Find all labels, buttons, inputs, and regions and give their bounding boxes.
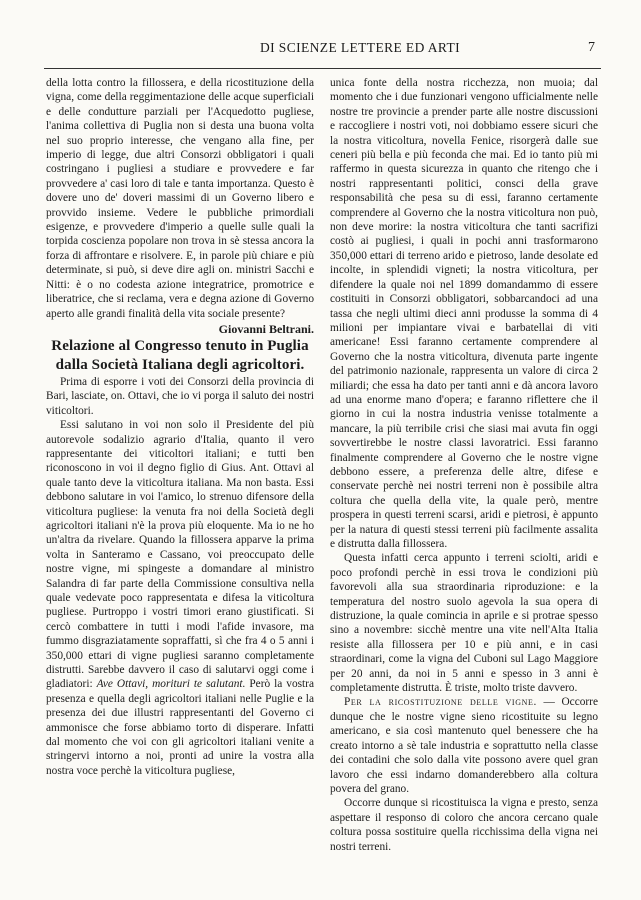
page-number: 7 xyxy=(588,40,595,55)
latin-quote: Ave Ottavi, morituri te salutant. xyxy=(96,678,246,691)
right-column xyxy=(330,76,598,854)
paragraph xyxy=(330,695,598,796)
left-column xyxy=(46,76,314,778)
paragraph: Occorre dunque si ricostituisca la vigna e presto, senza aspettare il responso di coloro che ancora cercano quale coltura possa sostituire quella ricchissima della vigna nei nostri terreni. xyxy=(330,797,598,853)
article-headline: Relazione al Congresso tenuto in Puglia dalla Società Italiana degli agricoltori. xyxy=(51,337,309,373)
paragraph: Questa infatti cerca appunto i terreni sciolti, aridi e poco profondi perchè in essi trova le condizioni più favorevoli alla sua straordinaria riproduzione: e la temperatura del nostro suolo agevola la sua opera di distruzione, la quale comincia in aprile e si protrae spesso sino a novembre: sicchè mentre una vite nell'Alta Italia resiste alla fillossera per 10 e più anni, e in casi straordinari, come la vigna del Cuboni sul Lago Maggiore per 20 anni, da noi in 5 anni e spesso in 3 anni è completamente distrutta. È triste, molto triste davvero. xyxy=(330,552,598,695)
section-lead: Per la ricostituzione delle vigne. xyxy=(344,696,537,709)
paragraph: Prima di esporre i voti dei Consorzi della provincia di Bari, lasciate, on. Ottavi, che io vi porga il saluto dei nostri viticoltori. xyxy=(46,375,314,417)
author-signature: Giovanni Beltrani. xyxy=(218,321,314,336)
running-header xyxy=(60,40,601,60)
paragraph-text: Essi salutano in voi non solo il Presidente del più autorevole sodalizio agrario d'Italia, quanto il vero rappresentante dei viticoltori italiani; e tutti ben riconoscono in voi il degno figlio di Gius. Ant. Ottavi al quale tanto deve la viticoltura italiana. Ma non basta. Essi debbono salutare in voi l'amico, lo strenuo difensore della viticoltura pugliese: la venuta fra noi della Società degli agricoltori italiani n'è la prova più eloquente. Ma io ne ho un'altra da rivelare. Quando la fillossera apparve la prima volta in Santeramo e Cassano, voi preoccupato delle nostre vigne, mi spingeste a domandare al ministro Salandra di far parte della Commissione consultiva nella quale vedevate poco rappresentata e difesa la viticoltura pugliese. Purtroppo i vostri timori erano giustificati. Si cercò combattere in tutti i modi l'afide invasore, ma fummo disgraziatamente sopraffatti, sì che fra 4 o 5 anni i 350,000 ettari di vigne pugliesi saranno completamente distrutti. Sarebbe davvero il caso di salutarvi oggi come i gladiatori: xyxy=(46,419,314,691)
paragraph: unica fonte della nostra ricchezza, non muoia; dal momento che i due funzionari vengono ufficialmente nelle nostre tre provincie a prender parte alle nostre discussioni e raccogliere i nostri voti, noi dobbiamo essere sicuri che la nostra viticoltura, novella Fenice, risorgerà dalle sue ceneri più bella e più feconda che mai. Ed io tanto più mi raffermo in questa sicurezza in quanto che ritengo che i nostri rappresentanti politici, consci della grave responsabilità che pesa su di essi, faranno certamente comprendere al Governo che la nostra viticoltura non può, non deve morire: la nostra viticoltura che tanti sacrifizi costò ai pugliesi, i quali in pochi anni trasformarono 350,000 ettari di terreno arido e pietroso, lande desolate ed incolte, in splendidi vigneti; la nostra viticoltura, per difendere la quale noi nel 1899 domandammo di essere costituiti in Consorzi obbligatori, sobbarcandoci ad una tassa che negli ultimi dieci anni produsse la somma di 4 milioni per impiantare vivai e barbatellai di viti americane! Essi faranno certamente comprendere al Governo che la nostra viticoltura, divenuta parte ingente del patrimonio nazionale, rappresenta un valore di circa 2 miliardi; che essa ha dato per tanti anni e dà ancora lavoro ad una enorme mano d'opera; e faranno riflettere che il giorno in cui la nostra industria venisse totalmente a mancare, la più terribile crisi che siasi mai avuta fin oggi sovvertirebbe le nostre classi lavoratrici. Essi faranno finalmente comprendere al Governo che le nostre vigne debbono essere, a preferenza delle altre, difese e conservate perchè nei nostri terreni non è possibile altra coltura che quella della vite, la quale però, mentre prospera in questi terreni scarsi, aridi e pietrosi, è appunto per la natura di questi stessi terreni più facilmente assalita e distrutta dalla fillossera. xyxy=(330,77,598,550)
article-ending-paragraph: della lotta contro la fillossera, e della ricostituzione della vigna, come della reggimentazione delle acque superficiali e delle condutture parziali per l'Acquedotto pugliese, l'anima collettiva di Puglia non si desta una buona volta nel suo proprio interesse, che vengano alla fine, per imperio di legge, due altri Consorzi obbligatori i quali costringano i pugliesi a studiare e provvedere e far provvedere a' casi loro di tale e tanta importanza. Questo è dovere uno de' doveri massimi di un Governo libero e provvido insieme. Vedere le pubbliche primordiali esigenze, e provvedere d'imperio a quelle sulle quali la torpida coscienza popolare non trova in sè stessa ancora la forza di affrontare e risolvere. E, in parole più chiare e più determinate, si può, si deve dire agli on. ministri Sacchi e Nitti: è o no codesta azione integratrice, promotrice e liberatrice, che si reclama, vera e degna azione di Governo aperto alle grandi finalità della vita sociale presente? xyxy=(46,77,314,320)
paragraph xyxy=(46,418,314,778)
header-rule xyxy=(44,68,601,69)
paragraph-text: Però la vostra presenza e quella degli agricoltori italiani nelle Puglie e la presenza dei due illustri rappresentanti del Governo ci ammonisce che forse abbiamo torto di disperare. Infatti dal momento che voi con gli agricoltori italiani venite a stringervi intorno a noi, pronti ad unire la vostra alla nostra voce perchè la viticoltura pugliese, xyxy=(46,678,314,777)
journal-title: DI SCIENZE LETTERE ED ARTI xyxy=(259,40,461,55)
paragraph-text: — Occorre dunque che le nostre vigne sieno ricostituite su legno americano, e sia così mantenuto quel benessere che ha creato intorno a sè tale industria e soprattutto nella classe dei contadini che solo dalla vite possono avere quel gran lavoro che essi indarno domanderebbero alla coltura povera del grano. xyxy=(330,696,598,795)
